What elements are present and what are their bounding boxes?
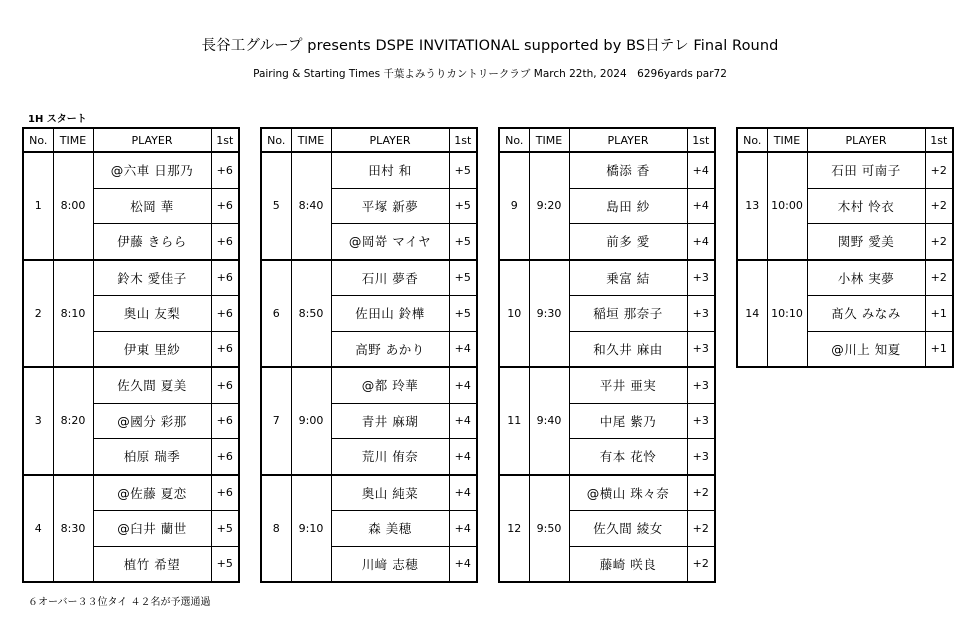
- tee-time: 10:10: [767, 260, 807, 368]
- player-name: 青井 麻瑚: [331, 403, 449, 439]
- first-round-score: +6: [211, 296, 239, 332]
- player-name: 森 美穂: [331, 511, 449, 547]
- player-name: 鈴木 愛佳子: [93, 260, 211, 296]
- first-round-score: +5: [449, 152, 477, 188]
- footer-note: ６オーバー３３位タイ ４２名が予選通過: [28, 597, 211, 608]
- table-row: [23, 152, 239, 188]
- table-row: [737, 152, 953, 188]
- group-number: 2: [23, 260, 53, 368]
- first-round-score: +6: [211, 475, 239, 511]
- first-round-score: +3: [687, 296, 715, 332]
- player-name: 松岡 華: [93, 188, 211, 224]
- first-round-score: +1: [925, 331, 953, 367]
- player-name: 和久井 麻由: [569, 331, 687, 367]
- group-number: 12: [499, 475, 529, 583]
- player-name: 佐田山 鈴樺: [331, 296, 449, 332]
- header-row: [499, 128, 715, 152]
- first-round-score: +3: [687, 260, 715, 296]
- player-name: 関野 愛美: [807, 224, 925, 260]
- first-round-score: +4: [687, 188, 715, 224]
- player-name: @六車 日那乃: [93, 152, 211, 188]
- first-round-score: +4: [449, 403, 477, 439]
- tee-time: 9:00: [291, 367, 331, 475]
- player-name: 稲垣 那奈子: [569, 296, 687, 332]
- table-row: [261, 152, 477, 188]
- player-name: 植竹 希望: [93, 546, 211, 582]
- first-round-score: +2: [925, 188, 953, 224]
- player-name: 田村 和: [331, 152, 449, 188]
- first-round-score: +4: [449, 475, 477, 511]
- first-round-score: +2: [925, 260, 953, 296]
- table-row: [499, 475, 715, 511]
- col-header-no: No.: [261, 128, 291, 152]
- tee-time: 8:40: [291, 152, 331, 260]
- tee-time: 8:20: [53, 367, 93, 475]
- first-round-score: +6: [211, 224, 239, 260]
- first-round-score: +6: [211, 152, 239, 188]
- player-name: @都 玲華: [331, 367, 449, 403]
- player-name: 有本 花怜: [569, 439, 687, 475]
- group-number: 6: [261, 260, 291, 368]
- col-header-player: PLAYER: [93, 128, 211, 152]
- pairing-table-1: [22, 127, 240, 583]
- col-header-first: 1st: [211, 128, 239, 152]
- col-header-first: 1st: [449, 128, 477, 152]
- first-round-score: +3: [687, 403, 715, 439]
- col-header-player: PLAYER: [331, 128, 449, 152]
- first-round-score: +2: [687, 475, 715, 511]
- player-name: 石川 夢香: [331, 260, 449, 296]
- col-header-player: PLAYER: [807, 128, 925, 152]
- table-row: [737, 260, 953, 296]
- first-round-score: +6: [211, 260, 239, 296]
- first-round-score: +6: [211, 188, 239, 224]
- player-name: @川上 知夏: [807, 331, 925, 367]
- player-name: 乗富 結: [569, 260, 687, 296]
- first-round-score: +4: [449, 511, 477, 547]
- player-name: 佐久間 綾女: [569, 511, 687, 547]
- first-round-score: +5: [449, 224, 477, 260]
- player-name: 島田 紗: [569, 188, 687, 224]
- player-name: 伊藤 きらら: [93, 224, 211, 260]
- first-round-score: +5: [449, 260, 477, 296]
- group-number: 7: [261, 367, 291, 475]
- player-name: @岡嵜 マイヤ: [331, 224, 449, 260]
- player-name: 橋添 香: [569, 152, 687, 188]
- col-header-time: TIME: [767, 128, 807, 152]
- tee-time: 10:00: [767, 152, 807, 260]
- group-number: 5: [261, 152, 291, 260]
- col-header-no: No.: [23, 128, 53, 152]
- tee-time: 9:30: [529, 260, 569, 368]
- col-header-player: PLAYER: [569, 128, 687, 152]
- player-name: 前多 愛: [569, 224, 687, 260]
- first-round-score: +6: [211, 439, 239, 475]
- player-name: 奥山 友梨: [93, 296, 211, 332]
- col-header-no: No.: [737, 128, 767, 152]
- pairing-table-2: [260, 127, 478, 583]
- player-name: 奥山 純菜: [331, 475, 449, 511]
- player-name: 小林 実夢: [807, 260, 925, 296]
- tee-time: 8:30: [53, 475, 93, 583]
- player-name: 髙久 みなみ: [807, 296, 925, 332]
- col-header-time: TIME: [291, 128, 331, 152]
- first-round-score: +4: [449, 546, 477, 582]
- table-row: [261, 475, 477, 511]
- player-name: 中尾 紫乃: [569, 403, 687, 439]
- tee-time: 8:50: [291, 260, 331, 368]
- section-label: 1H スタート: [28, 114, 87, 125]
- group-number: 1: [23, 152, 53, 260]
- header-row: [737, 128, 953, 152]
- player-name: 石田 可南子: [807, 152, 925, 188]
- first-round-score: +4: [687, 224, 715, 260]
- group-number: 3: [23, 367, 53, 475]
- page-subtitle: Pairing & Starting Times 千葉よみうりカントリークラブ March 22th, 2024 6296yards par72: [253, 68, 727, 80]
- col-header-no: No.: [499, 128, 529, 152]
- tee-time: 9:10: [291, 475, 331, 583]
- player-name: 木村 怜衣: [807, 188, 925, 224]
- pairing-table-3: [498, 127, 716, 583]
- first-round-score: +3: [687, 331, 715, 367]
- first-round-score: +6: [211, 367, 239, 403]
- group-number: 10: [499, 260, 529, 368]
- table-row: [261, 260, 477, 296]
- first-round-score: +1: [925, 296, 953, 332]
- player-name: 高野 あかり: [331, 331, 449, 367]
- first-round-score: +2: [687, 511, 715, 547]
- table-row: [23, 475, 239, 511]
- pairing-table-4: [736, 127, 954, 368]
- first-round-score: +2: [925, 152, 953, 188]
- player-name: 川﨑 志穂: [331, 546, 449, 582]
- col-header-first: 1st: [687, 128, 715, 152]
- player-name: 平塚 新夢: [331, 188, 449, 224]
- first-round-score: +2: [925, 224, 953, 260]
- group-number: 9: [499, 152, 529, 260]
- first-round-score: +5: [211, 511, 239, 547]
- first-round-score: +3: [687, 439, 715, 475]
- player-name: @佐藤 夏恋: [93, 475, 211, 511]
- group-number: 13: [737, 152, 767, 260]
- first-round-score: +2: [687, 546, 715, 582]
- table-row: [23, 367, 239, 403]
- group-number: 4: [23, 475, 53, 583]
- page-title: 長谷工グループ presents DSPE INVITATIONAL supported by BS日テレ Final Round: [201, 38, 779, 54]
- player-name: 佐久間 夏美: [93, 367, 211, 403]
- col-header-time: TIME: [53, 128, 93, 152]
- tee-time: 9:50: [529, 475, 569, 583]
- tee-time: 9:40: [529, 367, 569, 475]
- group-number: 11: [499, 367, 529, 475]
- col-header-first: 1st: [925, 128, 953, 152]
- group-number: 8: [261, 475, 291, 583]
- table-row: [499, 152, 715, 188]
- first-round-score: +6: [211, 331, 239, 367]
- first-round-score: +4: [449, 439, 477, 475]
- player-name: @臼井 蘭世: [93, 511, 211, 547]
- first-round-score: +4: [449, 331, 477, 367]
- header-row: [23, 128, 239, 152]
- table-row: [499, 260, 715, 296]
- player-name: 荒川 侑奈: [331, 439, 449, 475]
- player-name: @國分 彩那: [93, 403, 211, 439]
- first-round-score: +4: [687, 152, 715, 188]
- first-round-score: +4: [449, 367, 477, 403]
- tee-time: 8:00: [53, 152, 93, 260]
- col-header-time: TIME: [529, 128, 569, 152]
- first-round-score: +5: [449, 296, 477, 332]
- first-round-score: +6: [211, 403, 239, 439]
- table-row: [499, 367, 715, 403]
- first-round-score: +5: [211, 546, 239, 582]
- table-row: [23, 260, 239, 296]
- tee-time: 9:20: [529, 152, 569, 260]
- header-row: [261, 128, 477, 152]
- tee-time: 8:10: [53, 260, 93, 368]
- table-row: [261, 367, 477, 403]
- player-name: 平井 亜実: [569, 367, 687, 403]
- group-number: 14: [737, 260, 767, 368]
- player-name: 柏原 瑞季: [93, 439, 211, 475]
- player-name: 藤崎 咲良: [569, 546, 687, 582]
- first-round-score: +5: [449, 188, 477, 224]
- first-round-score: +3: [687, 367, 715, 403]
- player-name: @横山 珠々奈: [569, 475, 687, 511]
- player-name: 伊東 里紗: [93, 331, 211, 367]
